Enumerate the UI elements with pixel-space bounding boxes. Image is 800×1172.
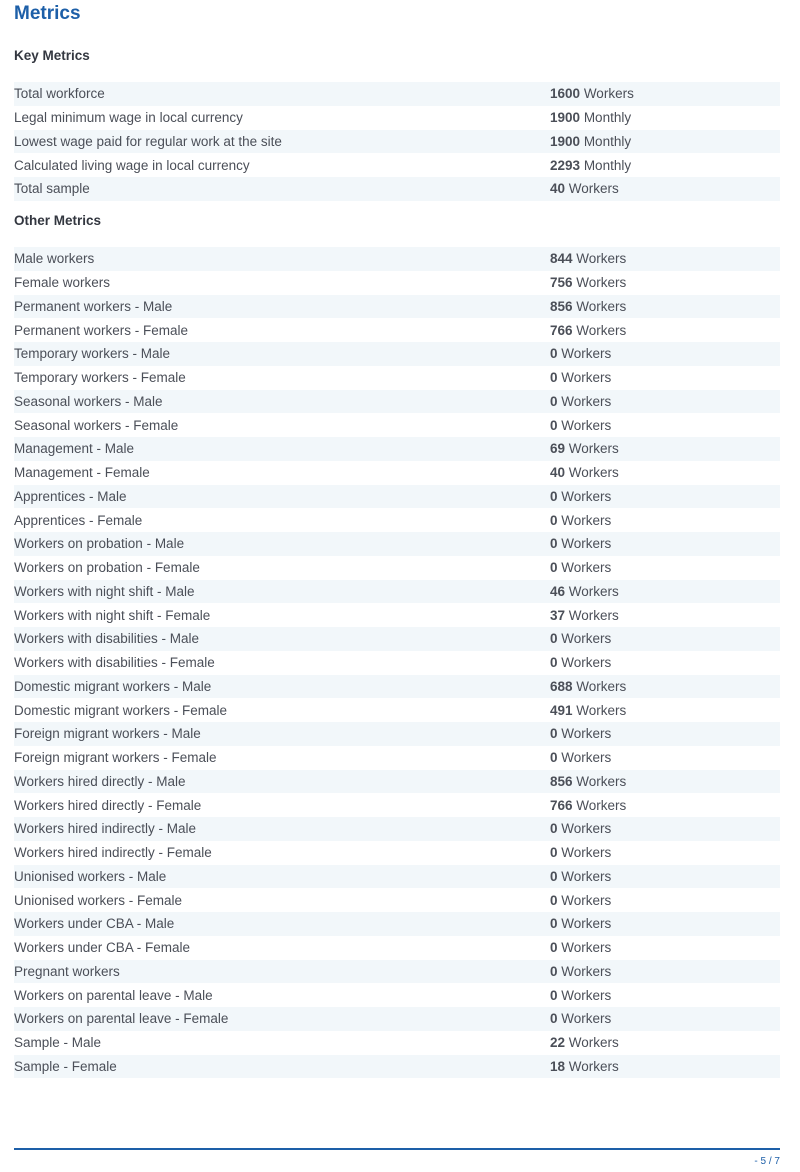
metric-unit: Workers — [568, 465, 619, 481]
metric-value-cell — [550, 295, 780, 319]
metric-label: Male workers — [14, 247, 550, 271]
page-number: - 5 / 7 — [754, 1156, 780, 1167]
metric-unit: Workers — [561, 417, 612, 433]
metric-value-cell — [550, 153, 780, 177]
metric-label: Workers hired directly - Male — [14, 770, 550, 794]
metric-unit: Workers — [561, 346, 612, 362]
table-row — [14, 841, 780, 865]
metric-value-cell — [550, 82, 780, 106]
other-metrics-heading: Other Metrics — [14, 213, 102, 228]
metric-value-cell — [550, 841, 780, 865]
metric-unit: Workers — [561, 868, 612, 884]
metric-unit: Workers — [568, 1058, 619, 1074]
metric-number: 766 — [550, 322, 573, 338]
metric-number: 856 — [550, 773, 573, 789]
page-title: Metrics — [14, 3, 81, 24]
key-metrics-heading: Key Metrics — [14, 48, 90, 63]
metric-number: 0 — [550, 987, 558, 1003]
metric-label: Workers with night shift - Male — [14, 580, 550, 604]
metric-unit: Workers — [568, 441, 619, 457]
metric-unit: Workers — [561, 560, 612, 576]
metric-unit: Workers — [561, 916, 612, 932]
metric-unit: Workers — [561, 940, 612, 956]
metric-value-cell — [550, 342, 780, 366]
table-row — [14, 461, 780, 485]
metric-number: 844 — [550, 251, 573, 267]
metric-unit: Workers — [583, 86, 634, 102]
table-row — [14, 271, 780, 295]
metric-value-cell — [550, 770, 780, 794]
metric-label: Calculated living wage in local currency — [14, 157, 250, 173]
metric-value-cell — [550, 960, 780, 984]
metric-number: 0 — [550, 536, 558, 552]
metric-label: Workers on probation - Male — [14, 532, 550, 556]
metric-number: 0 — [550, 868, 558, 884]
metric-unit: Workers — [561, 845, 612, 861]
metric-number: 37 — [550, 607, 566, 623]
metric-unit: Workers — [561, 512, 612, 528]
metric-unit: Workers — [561, 393, 612, 409]
metric-value-cell — [550, 1055, 780, 1079]
metric-label: Legal minimum wage in local currency — [14, 110, 243, 126]
metric-number: 0 — [550, 631, 558, 647]
metric-value-cell — [550, 437, 780, 461]
metric-label: Workers with disabilities - Male — [14, 627, 550, 651]
table-row — [14, 960, 780, 984]
metric-value-cell — [550, 675, 780, 699]
metric-number: 2293 — [550, 157, 581, 173]
table-row — [14, 177, 780, 201]
table-row — [14, 698, 780, 722]
metric-unit: Workers — [561, 631, 612, 647]
metric-value-cell — [550, 888, 780, 912]
metric-number: 0 — [550, 417, 558, 433]
metric-number: 0 — [550, 963, 558, 979]
metric-label: Workers on parental leave - Male — [14, 987, 213, 1003]
metric-number: 756 — [550, 275, 573, 291]
table-row — [14, 1007, 780, 1031]
metric-value-cell — [550, 603, 780, 627]
metric-unit: Workers — [568, 607, 619, 623]
metric-value-cell — [550, 722, 780, 746]
table-row — [14, 1031, 780, 1055]
metric-number: 18 — [550, 1058, 566, 1074]
metric-label: Domestic migrant workers - Female — [14, 702, 228, 718]
metric-unit: Workers — [568, 181, 619, 197]
metric-unit: Workers — [561, 655, 612, 671]
table-row — [14, 106, 780, 130]
metric-value-cell — [550, 366, 780, 390]
metric-value-cell — [550, 865, 780, 889]
metric-label: Apprentices - Female — [14, 512, 143, 528]
metric-number: 46 — [550, 583, 566, 599]
metric-number: 1900 — [550, 133, 581, 149]
table-row — [14, 437, 780, 461]
metric-number: 0 — [550, 488, 558, 504]
metric-value-cell — [550, 271, 780, 295]
metric-unit: Workers — [561, 1011, 612, 1027]
metric-number: 0 — [550, 940, 558, 956]
table-row — [14, 130, 780, 154]
table-row — [14, 770, 780, 794]
table-row — [14, 485, 780, 509]
metric-unit: Workers — [561, 987, 612, 1003]
metric-number: 0 — [550, 726, 558, 742]
metric-label: Workers on probation - Female — [14, 560, 200, 576]
metric-value-cell — [550, 912, 780, 936]
metric-unit: Workers — [561, 370, 612, 386]
metric-number: 0 — [550, 346, 558, 362]
other-metrics-table — [14, 247, 780, 1078]
metric-label: Temporary workers - Male — [14, 342, 550, 366]
metric-label: Workers with disabilities - Female — [14, 655, 215, 671]
metric-label: Workers under CBA - Male — [14, 912, 550, 936]
metric-unit: Workers — [561, 726, 612, 742]
metric-unit: Workers — [576, 251, 627, 267]
metric-unit: Workers — [561, 821, 612, 837]
metric-value-cell — [550, 413, 780, 437]
metric-value-cell — [550, 746, 780, 770]
metric-number: 22 — [550, 1035, 566, 1051]
metric-number: 0 — [550, 560, 558, 576]
metric-label: Management - Female — [14, 465, 150, 481]
metric-number: 69 — [550, 441, 566, 457]
metric-value-cell — [550, 532, 780, 556]
metric-label: Female workers — [14, 275, 111, 291]
metric-value-cell — [550, 627, 780, 651]
metric-unit: Workers — [576, 298, 627, 314]
table-row — [14, 1055, 780, 1079]
metric-number: 1900 — [550, 110, 581, 126]
metric-label: Domestic migrant workers - Male — [14, 675, 550, 699]
metric-label: Pregnant workers — [14, 960, 550, 984]
metric-label: Sample - Female — [14, 1055, 550, 1079]
table-row — [14, 413, 780, 437]
metric-unit: Workers — [568, 583, 619, 599]
metric-label: Workers under CBA - Female — [14, 940, 191, 956]
metric-value-cell — [550, 580, 780, 604]
table-row — [14, 912, 780, 936]
metric-unit: Workers — [576, 322, 627, 338]
metric-value-cell — [550, 318, 780, 342]
table-row — [14, 746, 780, 770]
metric-unit: Workers — [576, 773, 627, 789]
metric-value-cell — [550, 390, 780, 414]
metric-number: 0 — [550, 370, 558, 386]
metric-value-cell — [550, 817, 780, 841]
metric-label: Total sample — [14, 177, 550, 201]
metric-value-cell — [550, 508, 780, 532]
metric-number: 0 — [550, 655, 558, 671]
metric-value-cell — [550, 936, 780, 960]
metric-value-cell — [550, 983, 780, 1007]
metric-label: Seasonal workers - Female — [14, 417, 179, 433]
metric-label: Foreign migrant workers - Female — [14, 750, 217, 766]
metric-value-cell — [550, 485, 780, 509]
key-metrics-table — [14, 82, 780, 201]
table-row — [14, 651, 780, 675]
metric-label: Workers hired indirectly - Male — [14, 817, 550, 841]
metric-unit: Workers — [576, 275, 627, 291]
metric-label: Management - Male — [14, 437, 550, 461]
metric-number: 0 — [550, 1011, 558, 1027]
metric-number: 0 — [550, 821, 558, 837]
metric-label: Temporary workers - Female — [14, 370, 186, 386]
metric-value-cell — [550, 1031, 780, 1055]
metric-unit: Workers — [561, 750, 612, 766]
table-row — [14, 390, 780, 414]
metric-unit: Workers — [561, 536, 612, 552]
table-row — [14, 580, 780, 604]
table-row — [14, 675, 780, 699]
metric-value-cell — [550, 651, 780, 675]
table-row — [14, 342, 780, 366]
metric-unit: Monthly — [583, 110, 632, 126]
metric-value-cell — [550, 556, 780, 580]
metric-number: 856 — [550, 298, 573, 314]
metric-number: 491 — [550, 702, 573, 718]
metric-unit: Workers — [561, 488, 612, 504]
table-row — [14, 936, 780, 960]
metric-label: Unionised workers - Female — [14, 892, 183, 908]
metric-label: Unionised workers - Male — [14, 865, 550, 889]
metric-unit: Workers — [561, 963, 612, 979]
metric-number: 0 — [550, 750, 558, 766]
metric-label: Workers on parental leave - Female — [14, 1007, 550, 1031]
footer-divider — [14, 1148, 780, 1150]
metric-label: Lowest wage paid for regular work at the site — [14, 130, 550, 154]
metric-number: 0 — [550, 916, 558, 932]
metric-value-cell — [550, 1007, 780, 1031]
metric-number: 40 — [550, 465, 566, 481]
metric-unit: Monthly — [583, 157, 632, 173]
table-row — [14, 603, 780, 627]
metric-label: Workers hired indirectly - Female — [14, 845, 212, 861]
table-row — [14, 532, 780, 556]
table-row — [14, 556, 780, 580]
metric-number: 40 — [550, 181, 566, 197]
table-row — [14, 508, 780, 532]
table-row — [14, 627, 780, 651]
table-row — [14, 82, 780, 106]
table-row — [14, 295, 780, 319]
metric-label: Permanent workers - Female — [14, 322, 189, 338]
metric-label: Foreign migrant workers - Male — [14, 722, 550, 746]
metric-unit: Workers — [576, 702, 627, 718]
metric-unit: Workers — [568, 1035, 619, 1051]
metric-unit: Workers — [561, 892, 612, 908]
metric-value-cell — [550, 461, 780, 485]
metric-unit: Monthly — [583, 133, 632, 149]
metric-number: 688 — [550, 678, 573, 694]
metric-value-cell — [550, 130, 780, 154]
metric-number: 0 — [550, 393, 558, 409]
metric-unit: Workers — [576, 797, 627, 813]
metric-label: Workers hired directly - Female — [14, 797, 202, 813]
table-row — [14, 318, 780, 342]
metric-label: Sample - Male — [14, 1035, 102, 1051]
table-row — [14, 366, 780, 390]
metric-unit: Workers — [576, 678, 627, 694]
metric-value-cell — [550, 106, 780, 130]
metric-number: 0 — [550, 512, 558, 528]
table-row — [14, 722, 780, 746]
metric-value-cell — [550, 793, 780, 817]
table-row — [14, 888, 780, 912]
table-row — [14, 983, 780, 1007]
metric-number: 0 — [550, 892, 558, 908]
metric-value-cell — [550, 698, 780, 722]
metric-number: 1600 — [550, 86, 581, 102]
table-row — [14, 153, 780, 177]
metric-number: 766 — [550, 797, 573, 813]
metric-label: Apprentices - Male — [14, 485, 550, 509]
metric-label: Total workforce — [14, 82, 550, 106]
table-row — [14, 817, 780, 841]
metric-label: Permanent workers - Male — [14, 295, 550, 319]
table-row — [14, 865, 780, 889]
table-row — [14, 247, 780, 271]
metric-value-cell — [550, 177, 780, 201]
metric-label: Workers with night shift - Female — [14, 607, 211, 623]
metric-value-cell — [550, 247, 780, 271]
table-row — [14, 793, 780, 817]
metric-number: 0 — [550, 845, 558, 861]
metric-label: Seasonal workers - Male — [14, 390, 550, 414]
